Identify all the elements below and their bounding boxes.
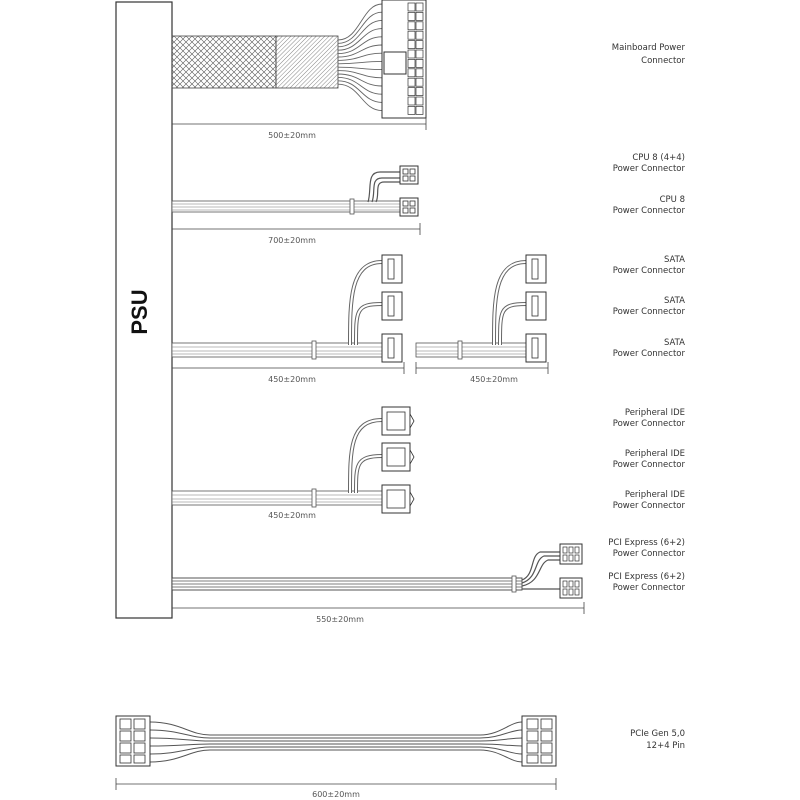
label-line: Power Connector	[612, 164, 685, 174]
ide-connector-3	[382, 485, 414, 513]
label-line: Power Connector	[612, 349, 685, 359]
label-line: SATA	[663, 338, 685, 348]
dimension-mainboard: 500±20mm	[268, 131, 316, 140]
label-line: Power Connector	[612, 549, 685, 559]
dimension-pcie: 550±20mm	[316, 615, 364, 624]
sata-connector-b2	[526, 292, 546, 320]
pcie-connector-2	[560, 578, 582, 598]
dimension-line-pcie5	[116, 778, 556, 790]
dimension-ide: 450±20mm	[268, 511, 316, 520]
wire	[338, 20, 382, 46]
label-pcie-1	[608, 538, 685, 559]
wire	[338, 45, 382, 57]
hatched-sleeve	[276, 36, 338, 88]
label-pcie-2	[608, 572, 685, 593]
label-line: Power Connector	[612, 266, 685, 276]
ide-cable	[172, 420, 382, 507]
label-line: PCI Express (6+2)	[608, 572, 685, 582]
dimension-line-mainboard	[172, 118, 426, 130]
label-pcie5	[630, 729, 685, 751]
label-line: 12+4 Pin	[646, 741, 685, 751]
sata-cable-a	[172, 262, 382, 359]
dimension-sata-b: 450±20mm	[470, 375, 518, 384]
ide-connector-1	[382, 407, 414, 435]
label-line: Power Connector	[612, 419, 685, 429]
label-line: PCIe Gen 5,0	[630, 729, 685, 739]
label-line: Connector	[641, 56, 685, 66]
mesh-sleeve	[172, 36, 276, 88]
dimension-line-cpu	[172, 223, 420, 235]
label-sata-3	[613, 338, 686, 359]
label-line: Power Connector	[612, 206, 685, 216]
sata-connector-a3	[382, 334, 402, 362]
pcie5-cable	[150, 722, 522, 762]
dimension-line-pcie	[172, 602, 584, 614]
label-cpu-8	[613, 195, 686, 216]
sata-connector-b1	[526, 255, 546, 283]
label-line: SATA	[663, 255, 685, 265]
label-line: Power Connector	[612, 460, 685, 470]
label-ide-1	[613, 408, 686, 429]
label-mainboard	[612, 43, 686, 66]
mainboard-cable	[172, 0, 426, 118]
label-cpu-8-4plus4	[613, 153, 686, 174]
dimension-pcie5: 600±20mm	[312, 790, 360, 799]
cpu-8-4plus4-connector	[400, 166, 418, 184]
label-line: Power Connector	[612, 307, 685, 317]
wire	[338, 81, 382, 103]
dimension-line-sata-b	[416, 362, 548, 374]
label-line: Peripheral IDE	[624, 449, 685, 459]
label-line: Mainboard Power	[611, 43, 685, 53]
label-line: Peripheral IDE	[624, 408, 685, 418]
psu-label: PSU	[127, 289, 152, 335]
label-ide-3	[613, 490, 686, 511]
dimension-line-sata-a	[172, 362, 404, 374]
sata-connector-b3	[526, 334, 546, 362]
label-ide-2	[613, 449, 686, 470]
label-line: Power Connector	[612, 501, 685, 511]
wire	[338, 84, 382, 110]
wire	[338, 61, 382, 63]
label-sata-1	[613, 255, 686, 276]
label-line: PCI Express (6+2)	[608, 538, 685, 548]
sata-connector-a1	[382, 255, 402, 283]
cpu-cable	[172, 172, 402, 214]
wire	[338, 29, 382, 51]
cpu-8-connector	[400, 198, 418, 216]
wire	[338, 74, 382, 86]
ide-connector-2	[382, 443, 414, 471]
sata-connector-a2	[382, 292, 402, 320]
pcie-connector-1	[560, 544, 582, 564]
label-line: CPU 8 (4+4)	[632, 153, 685, 163]
label-line: SATA	[663, 296, 685, 306]
wire-fan	[338, 4, 382, 111]
pcie-cable	[172, 552, 560, 592]
dimension-sata-a: 450±20mm	[268, 375, 316, 384]
sata-cable-b	[416, 262, 526, 359]
label-line: CPU 8	[659, 195, 685, 205]
dimension-cpu: 700±20mm	[268, 236, 316, 245]
wire	[338, 67, 382, 69]
pcie5-connector-right	[522, 716, 556, 766]
atx-24pin-connector	[382, 0, 426, 118]
label-sata-2	[613, 296, 686, 317]
pcie5-connector-left	[116, 716, 150, 766]
label-line: Peripheral IDE	[624, 490, 685, 500]
label-line: Power Connector	[612, 583, 685, 593]
